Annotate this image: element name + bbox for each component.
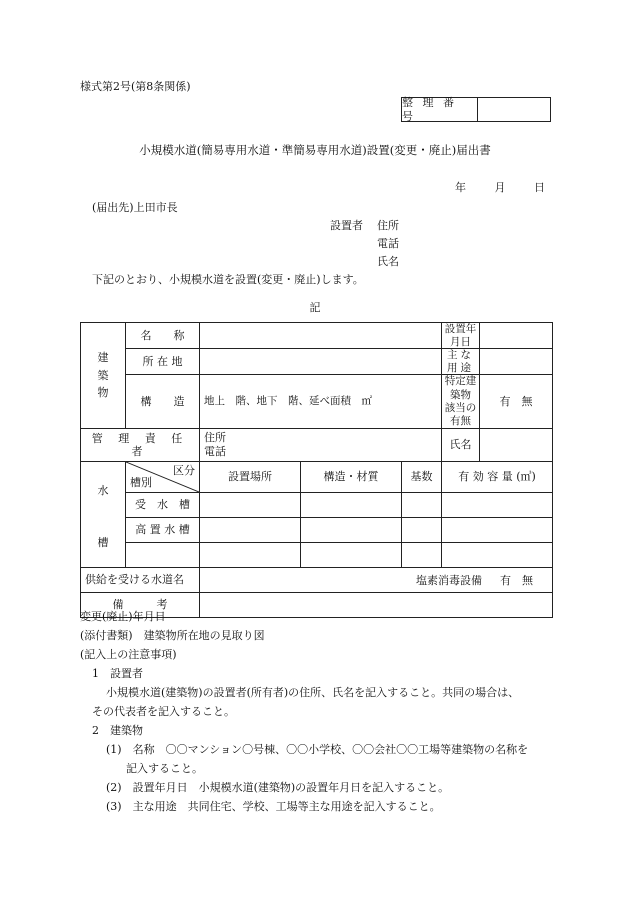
tank-cell[interactable] xyxy=(200,492,301,517)
tank-cell[interactable] xyxy=(402,517,442,542)
note-item-2-3: (3) 主な用途 共同住宅、学校、工場等主な用途を記入すること。 xyxy=(106,800,441,813)
tank-cell[interactable] xyxy=(442,492,553,517)
chlorine-label: 塩素消毒設備 xyxy=(416,573,482,587)
tank-cell[interactable] xyxy=(442,517,553,542)
tank-col-capacity: 有 効 容 量 (㎥) xyxy=(442,461,553,492)
tank-cell[interactable] xyxy=(402,492,442,517)
attachment-line: (添付書類) 建築物所在地の見取り図 xyxy=(80,629,265,642)
tank-cell[interactable] xyxy=(301,517,402,542)
intro-statement: 下記のとおり、小規模水道を設置(変更・廃止)します。 xyxy=(92,273,364,286)
main-use-label: 主な用途 xyxy=(442,349,480,375)
manager-name-label: 氏名 xyxy=(442,428,480,461)
caution-header: (記入上の注意事項) xyxy=(80,648,177,661)
tank-cell[interactable] xyxy=(301,542,402,567)
tank-cell[interactable] xyxy=(200,517,301,542)
tank-cell[interactable] xyxy=(200,542,301,567)
tank-cell[interactable] xyxy=(402,542,442,567)
tank-diagonal-header: 区分 槽別 xyxy=(126,461,200,492)
reference-number-label: 整 理 番 号 xyxy=(402,98,478,121)
date-month[interactable]: 月 xyxy=(494,181,506,194)
location-field[interactable] xyxy=(200,349,442,375)
tank-col-location: 設置場所 xyxy=(200,461,301,492)
note-item-1-title: 1 設置者 xyxy=(92,667,143,680)
structure-field[interactable]: 地上 階、地下 階、延べ面積 ㎡ xyxy=(200,375,442,429)
applicant-name-label[interactable]: 氏名 xyxy=(377,255,399,268)
applicant-label: 設置者 xyxy=(330,219,363,232)
applicant-address-label[interactable]: 住所 xyxy=(377,219,399,232)
tank-header: 水 槽 xyxy=(81,461,126,567)
supply-field[interactable] xyxy=(200,567,553,592)
tank-row-elevated: 高 置 水 槽 xyxy=(126,517,200,542)
tank-cell[interactable] xyxy=(442,542,553,567)
name-label: 名 称 xyxy=(126,323,200,349)
note-item-1-body: 小規模水道(建築物)の設置者(所有者)の住所、氏名を記入すること。共同の場合は、 xyxy=(106,686,520,699)
notes-section xyxy=(80,607,560,816)
specified-building-value[interactable]: 有 無 xyxy=(480,375,553,429)
specified-building-label: 特定建築物 該当の有無 xyxy=(442,375,480,429)
chlorine-value[interactable]: 有 無 xyxy=(500,573,533,587)
name-field[interactable] xyxy=(200,323,442,349)
manager-contact-field[interactable]: 住所 電話 xyxy=(200,428,442,461)
note-item-1-body-cont: その代表者を記入すること。 xyxy=(92,705,235,718)
install-date-label: 設置年月日 xyxy=(442,323,480,349)
install-date-field[interactable] xyxy=(480,323,553,349)
main-use-field[interactable] xyxy=(480,349,553,375)
remarks-label: 備 考 xyxy=(81,592,200,617)
supply-label: 供給を受ける水道名 xyxy=(81,567,200,592)
note-item-2-2: (2) 設置年月日 小規模水道(建築物)の設置年月日を記入すること。 xyxy=(106,781,450,794)
change-date-line: 変更(廃止)年月日 xyxy=(80,610,166,623)
tank-row-receiving: 受 水 槽 xyxy=(126,492,200,517)
date-day[interactable]: 日 xyxy=(534,181,545,194)
tank-row-blank xyxy=(126,542,200,567)
tank-col-material: 構造・材質 xyxy=(301,461,402,492)
date-year[interactable]: 年 xyxy=(455,181,466,194)
note-item-2-1-cont: 記入すること。 xyxy=(126,762,203,775)
date-line xyxy=(455,181,545,194)
reference-number-field[interactable] xyxy=(478,98,550,121)
tank-col-count: 基数 xyxy=(402,461,442,492)
manager-name-field[interactable] xyxy=(480,428,553,461)
tank-cell[interactable] xyxy=(301,492,402,517)
note-item-2-1: (1) 名称 〇〇マンション〇号棟、〇〇小学校、〇〇会社〇〇工場等建築物の名称を xyxy=(106,743,529,756)
building-header: 建 築 物 xyxy=(81,323,126,429)
ki-heading: 記 xyxy=(309,301,321,314)
reference-number-box xyxy=(401,97,551,122)
building-water-table xyxy=(80,322,553,618)
structure-label: 構 造 xyxy=(126,375,200,429)
location-label: 所 在 地 xyxy=(126,349,200,375)
applicant-phone-label[interactable]: 電話 xyxy=(377,237,399,250)
form-number-label: 様式第2号(第8条関係) xyxy=(80,80,191,93)
document-title: 小規模水道(簡易専用水道・準簡易専用水道)設置(変更・廃止)届出書 xyxy=(139,143,491,157)
manager-label: 管 理 責 任 者 xyxy=(81,428,200,461)
note-item-2-title: 2 建築物 xyxy=(92,724,143,737)
addressee: (届出先)上田市長 xyxy=(92,201,178,214)
